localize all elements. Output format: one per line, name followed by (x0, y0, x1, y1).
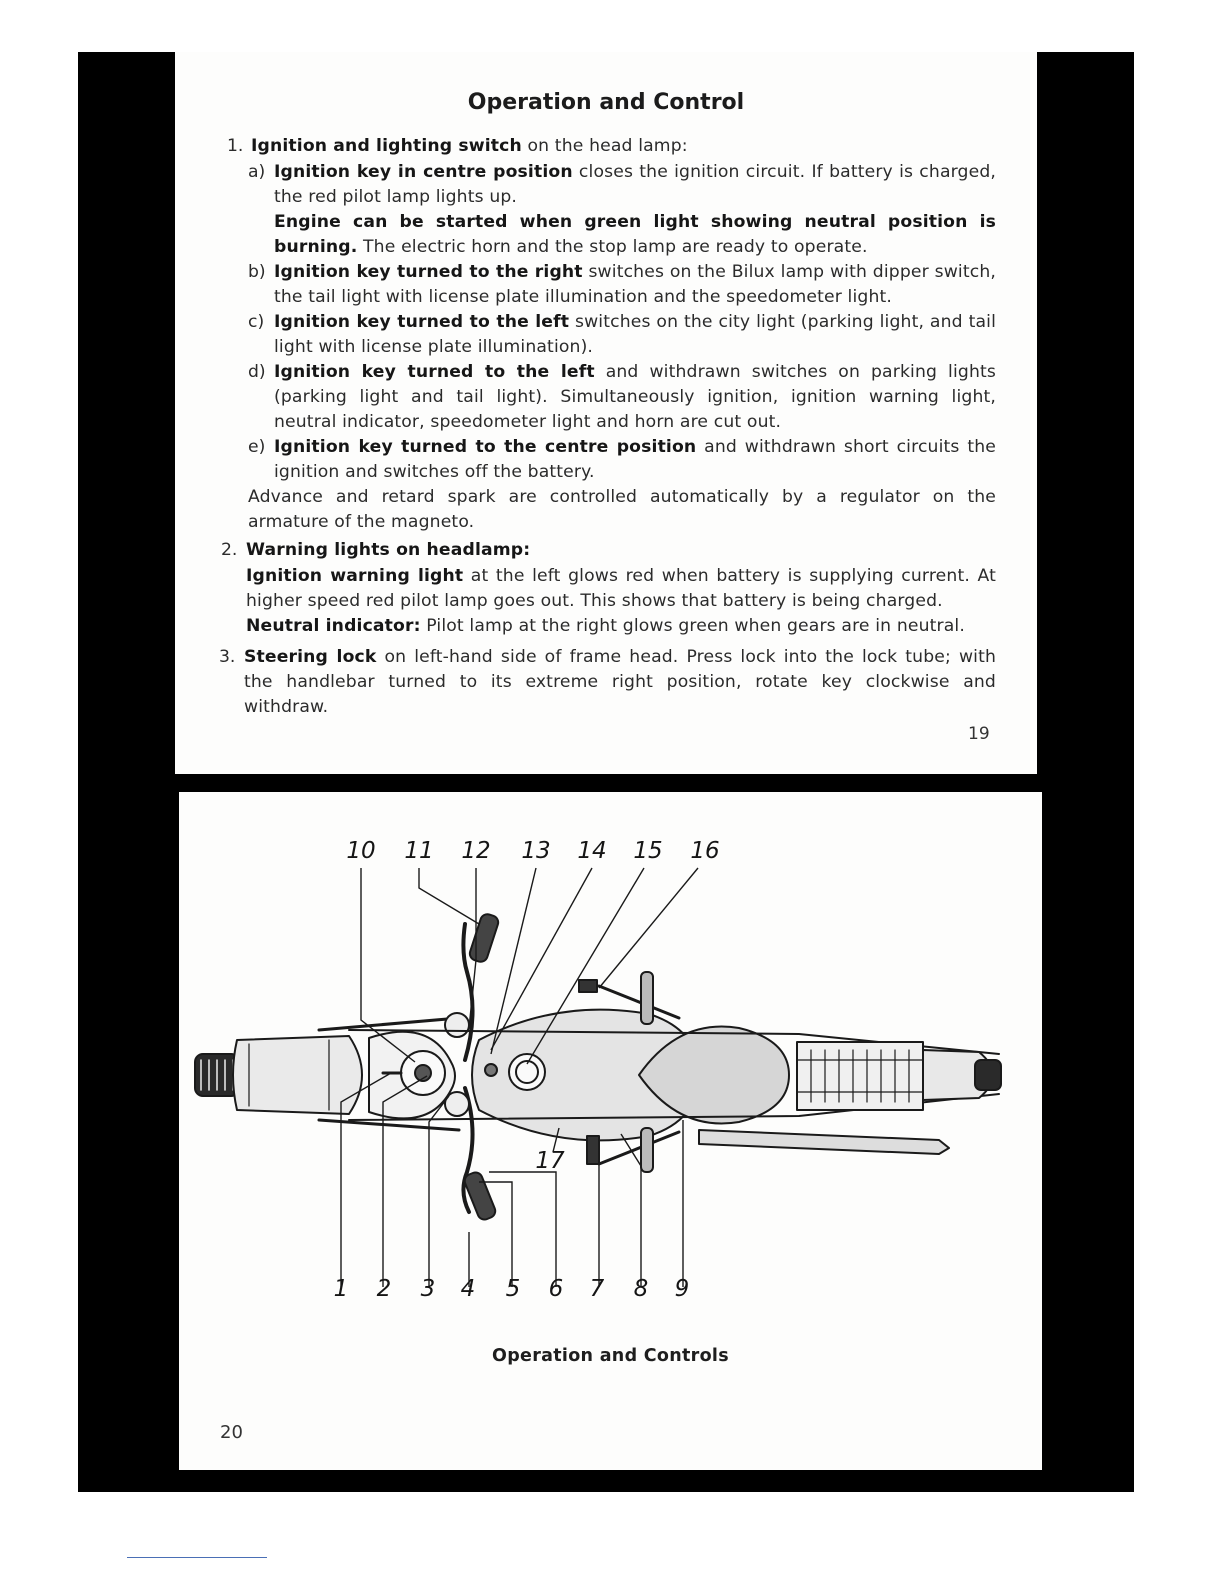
item-3-bold: Steering lock (244, 647, 377, 667)
figure-caption: Operation and Controls (492, 1346, 729, 1366)
item-3-body: on left-hand side of frame head. Press lock into the lock tube; with the handlebar turned to its extreme right position, rotate key clockwise and withdraw. (244, 647, 997, 717)
leader-3 (429, 1096, 449, 1287)
item-1-text: on the head lamp: (521, 136, 688, 156)
rear-wheel (923, 1050, 1001, 1100)
item-1d-text (274, 360, 996, 435)
callout-16: 16 (690, 838, 720, 864)
footer-link-underline (127, 1557, 267, 1558)
advance-retard-note: Advance and retard spark are controlled automatically by a regulator on the armature of the magneto. (248, 487, 996, 532)
item-1d-bold: Ignition key turned to the left (274, 362, 595, 382)
item-1c-body: switches on the city light (parking light, and tail light with license plate illumination). (274, 312, 996, 357)
item-1a-engine-bold: Engine can be started when green light showing neutral position is burning. (274, 212, 996, 257)
item-1b-letter: b) (248, 262, 266, 282)
callout-5: 5 (505, 1276, 521, 1302)
item-1c-bold: Ignition key turned to the left (274, 312, 570, 332)
item-2-body-2: Pilot lamp at the right glows green when gears are in neutral. (420, 616, 965, 636)
item-1e-bold: Ignition key turned to the centre position (274, 437, 697, 457)
item-1e-letter: e) (248, 437, 266, 457)
callout-4: 4 (460, 1276, 476, 1302)
callout-15: 15 (633, 838, 663, 864)
leader-6 (489, 1172, 556, 1287)
item-1b-text (274, 260, 996, 310)
item-2-title-text: Warning lights on headlamp: (246, 540, 531, 560)
callout-8: 8 (633, 1276, 649, 1302)
item-1b-body: switches on the Bilux lamp with dipper switch, the tail light with license plate illumination and the speedometer light. (274, 262, 996, 307)
item-1d-letter: d) (248, 362, 266, 382)
item-1a-text (274, 160, 996, 210)
page-heading: Operation and Control (467, 90, 745, 115)
item-1e-text (274, 435, 996, 485)
manual-page-19 (175, 52, 1037, 774)
page-number-19: 19 (968, 724, 990, 744)
callout-14: 14 (577, 838, 607, 864)
item-1a-bold: Ignition key in centre position (274, 162, 573, 182)
callout-2: 2 (376, 1276, 392, 1302)
item-1-intro (251, 134, 996, 159)
item-1a-engine-body: The electric horn and the stop lamp are ready to operate. (357, 237, 868, 257)
item-2-text (246, 564, 996, 639)
exhaust-pipe (699, 1130, 949, 1154)
callout-7: 7 (589, 1276, 605, 1302)
item-2-title (246, 538, 996, 563)
item-1b-bold: Ignition key turned to the right (274, 262, 583, 282)
item-2-bold-2: Neutral indicator: (246, 616, 421, 636)
callout-9: 9 (674, 1276, 690, 1302)
callout-3: 3 (420, 1276, 436, 1302)
manual-page-20 (179, 792, 1042, 1470)
callout-17: 17 (535, 1148, 565, 1174)
item-2-number: 2. (221, 540, 238, 560)
item-1-title: Ignition and lighting switch (251, 136, 522, 156)
leader-8 (621, 1134, 641, 1287)
front-mudguard (233, 1036, 362, 1114)
callout-1: 1 (333, 1276, 349, 1302)
item-1e-body: and withdrawn short circuits the ignition and switches off the battery. (274, 437, 996, 482)
item-2-bold-1: Ignition warning light (246, 566, 464, 586)
page-number-20: 20 (220, 1422, 243, 1443)
callout-13: 13 (521, 838, 551, 864)
motorcycle-top-view-illustration (179, 792, 1042, 1470)
item-1c-letter: c) (248, 312, 265, 332)
item-2-body-1: at the left glows red when battery is supplying current. At higher speed red pilot lamp goes out. This shows that battery is being charged. (246, 566, 996, 611)
item-1c-text (274, 310, 996, 360)
item-1d-body: and withdrawn switches on parking lights (parking light and tail light). Simultaneously ignition, ignition warning light, neutral indicator, speedometer light and horn are cut out. (274, 362, 997, 432)
item-3-text (244, 645, 996, 720)
item-3-number: 3. (219, 647, 236, 667)
item-1a-letter: a) (248, 162, 266, 182)
callout-11: 11 (404, 838, 434, 864)
luggage-rack (797, 1042, 923, 1110)
callout-10: 10 (346, 838, 376, 864)
item-1a-engine-note (274, 210, 996, 260)
callout-6: 6 (548, 1276, 564, 1302)
leader-11 (419, 868, 479, 924)
item-1a-body: closes the ignition circuit. If battery is charged, the red pilot lamp lights up. (274, 162, 996, 207)
leader-16 (599, 868, 698, 988)
callout-12: 12 (461, 838, 491, 864)
item-1-number: 1. (227, 136, 244, 156)
